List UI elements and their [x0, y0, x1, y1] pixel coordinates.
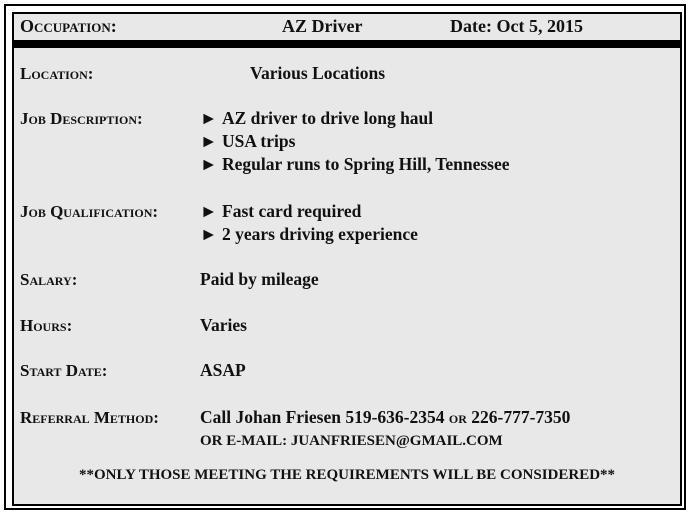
start-date-label: Start Date: — [20, 361, 108, 380]
bullet-arrow-icon: ► — [200, 108, 218, 128]
job-qualification-item — [200, 201, 361, 222]
requirements-notice: **ONLY THOSE MEETING THE REQUIREMENTS WILL BE CONSIDERED** — [78, 467, 616, 483]
referral-email-line: OR E-MAIL: JUANFRIESEN@GMAIL.COM — [200, 433, 503, 449]
referral-or-text: or — [448, 407, 467, 427]
occupation-value: AZ Driver — [282, 16, 363, 36]
header-row — [14, 14, 680, 42]
bullet-arrow-icon: ► — [200, 201, 218, 221]
start-date-value: ASAP — [200, 360, 246, 380]
referral-call-text: Call Johan Friesen 519-636-2354 — [200, 407, 445, 427]
location-value: Various Locations — [250, 63, 386, 83]
bullet-arrow-icon: ► — [200, 224, 218, 244]
hours-value: Varies — [200, 315, 247, 335]
salary-value: Paid by mileage — [200, 269, 319, 289]
bullet-arrow-icon: ► — [200, 154, 218, 174]
job-qualification-label: Job Qualification: — [20, 202, 159, 221]
occupation-label: Occupation: — [20, 16, 117, 36]
job-qualification-text: Fast card required — [222, 201, 362, 221]
posting-date: Date: Oct 5, 2015 — [450, 16, 583, 36]
job-posting-frame — [4, 4, 686, 510]
job-posting-card — [12, 12, 682, 506]
header-divider — [14, 40, 680, 48]
referral-method-label: Referral Method: — [20, 408, 159, 427]
job-description-text: USA trips — [222, 131, 296, 151]
job-qualification-item — [200, 224, 418, 245]
referral-alt-phone: 226-777-7350 — [471, 407, 571, 427]
salary-label: Salary: — [20, 270, 78, 289]
job-description-text: AZ driver to drive long haul — [222, 108, 434, 128]
job-description-label: Job Description: — [20, 109, 143, 128]
job-description-item — [200, 108, 433, 129]
job-description-text: Regular runs to Spring Hill, Tennessee — [222, 154, 510, 174]
job-description-item — [200, 154, 510, 175]
location-label: Location: — [20, 64, 94, 83]
bullet-arrow-icon: ► — [200, 131, 218, 151]
referral-phone-line — [200, 407, 570, 428]
job-qualification-text: 2 years driving experience — [222, 224, 418, 244]
job-description-item — [200, 131, 295, 152]
hours-label: Hours: — [20, 316, 73, 335]
